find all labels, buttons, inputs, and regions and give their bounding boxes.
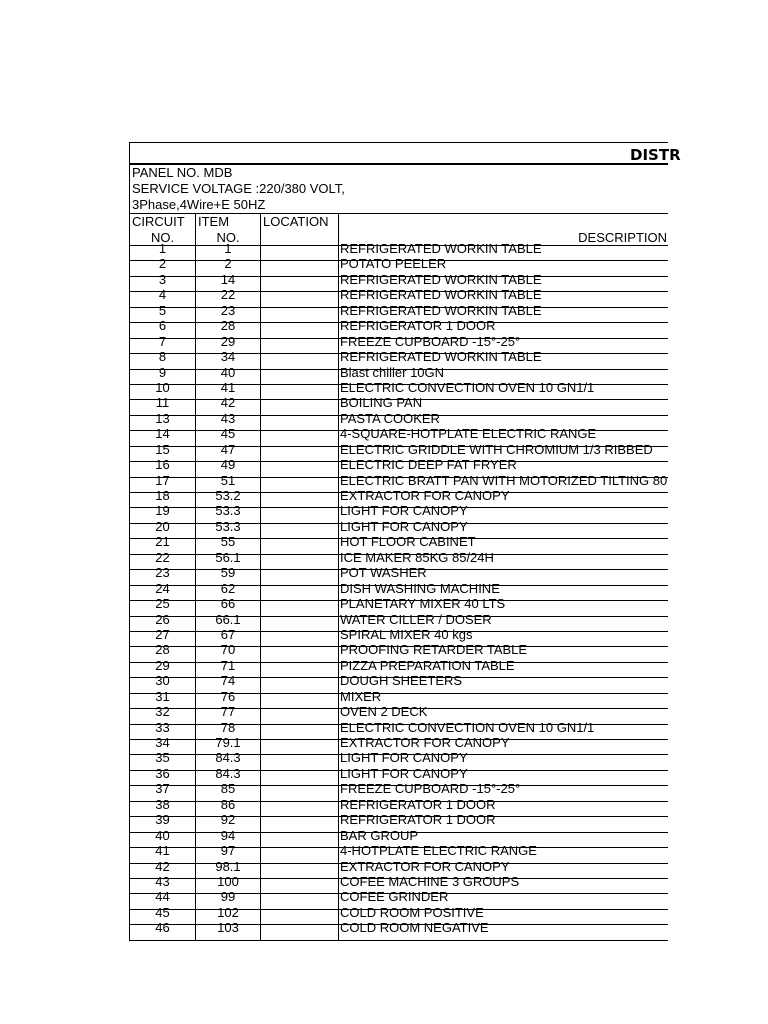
description-header: DESCRIPTION [338,214,668,245]
circuit-no-cell: 7 [129,335,195,353]
description-cell: DISH WASHING MACHINE [338,582,668,600]
description-cell: OVEN 2 DECK [338,705,668,723]
description-cell: REFRIGERATOR 1 DOOR [338,813,668,831]
description-cell: REFRIGERATOR 1 DOOR [338,798,668,816]
item-no-cell: 29 [195,335,260,353]
description-cell: 4-SQUARE-HOTPLATE ELECTRIC RANGE [338,427,668,445]
description-cell: COLD ROOM POSITIVE [338,906,668,924]
item-no-cell: 23 [195,304,260,322]
circuit-no-cell: 27 [129,628,195,646]
circuit-no-cell: 24 [129,582,195,600]
item-no-cell: 67 [195,628,260,646]
circuit-no-cell: 36 [129,767,195,785]
circuit-no-cell: 42 [129,860,195,878]
item-no-cell: 22 [195,288,260,306]
description-cell: EXTRACTOR FOR CANOPY [338,736,668,754]
description-cell: COFEE MACHINE 3 GROUPS [338,875,668,893]
description-cell: PROOFING RETARDER TABLE [338,643,668,661]
circuit-no-cell: 17 [129,474,195,492]
circuit-no-cell: 16 [129,458,195,476]
location-cell [260,921,338,939]
circuit-no-cell: 14 [129,427,195,445]
description-cell: BAR GROUP [338,829,668,847]
description-cell: ICE MAKER 85KG 85/24H [338,551,668,569]
description-cell: PASTA COOKER [338,412,668,430]
circuit-no-cell: 25 [129,597,195,615]
panel-number: PANEL NO. MDB [129,165,668,181]
description-cell: REFRIGERATED WORKIN TABLE [338,242,668,260]
description-cell: REFRIGERATOR 1 DOOR [338,319,668,337]
item-no-cell: 84.3 [195,767,260,785]
circuit-no-cell: 46 [129,921,195,939]
location-header: LOCATION [260,214,338,245]
item-no-cell: 45 [195,427,260,445]
circuit-no-cell: 26 [129,613,195,631]
description-cell: HOT FLOOR CABINET [338,535,668,553]
item-no-cell: 76 [195,690,260,708]
circuit-no-cell: 34 [129,736,195,754]
item-no-cell: 71 [195,659,260,677]
circuit-no-cell: 10 [129,381,195,399]
circuit-no-cell: 40 [129,829,195,847]
circuit-no-header: CIRCUIT NO. [129,214,195,245]
item-no-cell: 47 [195,443,260,461]
item-no-cell: 53.2 [195,489,260,507]
item-no-cell: 43 [195,412,260,430]
circuit-no-cell: 11 [129,396,195,414]
description-cell: REFRIGERATED WORKIN TABLE [338,350,668,368]
description-cell: Blast chiller 10GN [338,366,668,384]
description-cell: REFRIGERATED WORKIN TABLE [338,288,668,306]
description-cell: ELECTRIC DEEP FAT FRYER [338,458,668,476]
description-cell: FREEZE CUPBOARD -15°-25° [338,335,668,353]
circuit-no-cell: 32 [129,705,195,723]
description-cell: MIXER [338,690,668,708]
circuit-no-cell: 9 [129,366,195,384]
description-cell: EXTRACTOR FOR CANOPY [338,489,668,507]
title-row [129,142,681,165]
circuit-no-cell: 19 [129,504,195,522]
item-no-cell: 98.1 [195,860,260,878]
description-cell: LIGHT FOR CANOPY [338,767,668,785]
circuit-no-cell: 21 [129,535,195,553]
item-no-cell: 42 [195,396,260,414]
circuit-no-cell: 28 [129,643,195,661]
circuit-no-cell: 37 [129,782,195,800]
description-cell: EXTRACTOR FOR CANOPY [338,860,668,878]
description-cell: PLANETARY MIXER 40 LTS [338,597,668,615]
circuit-no-cell: 39 [129,813,195,831]
circuit-no-cell: 1 [129,242,195,260]
circuit-no-cell: 20 [129,520,195,538]
description-cell: PIZZA PREPARATION TABLE [338,659,668,677]
description-cell: ELECTRIC GRIDDLE WITH CHROMIUM 1/3 RIBBED [338,443,668,461]
distribution-board-sheet [129,142,681,943]
circuit-no-cell: 6 [129,319,195,337]
circuit-no-cell: 35 [129,751,195,769]
description-cell: FREEZE CUPBOARD -15°-25° [338,782,668,800]
circuit-no-cell: 30 [129,674,195,692]
item-no-cell: 55 [195,535,260,553]
circuit-table-body [129,241,668,941]
item-no-cell: 94 [195,829,260,847]
description-cell: ELECTRIC CONVECTION OVEN 10 GN1/1 [338,721,668,739]
description-cell: LIGHT FOR CANOPY [338,504,668,522]
circuit-no-cell: 22 [129,551,195,569]
item-no-cell: 53.3 [195,504,260,522]
description-cell: COFEE GRINDER [338,890,668,908]
item-no-cell: 49 [195,458,260,476]
description-cell: ELECTRIC BRATT PAN WITH MOTORIZED TILTING 80 [338,474,668,492]
description-cell: BOILING PAN [338,396,668,414]
item-no-cell: 59 [195,566,260,584]
description-cell: REFRIGERATED WORKIN TABLE [338,273,668,291]
circuit-no-cell: 18 [129,489,195,507]
phase-info: 3Phase,4Wire+E 50HZ [129,197,668,213]
item-no-cell: 41 [195,381,260,399]
item-no-cell: 78 [195,721,260,739]
description-cell: ELECTRIC CONVECTION OVEN 10 GN1/1 [338,381,668,399]
circuit-no-cell: 38 [129,798,195,816]
item-no-cell: 84.3 [195,751,260,769]
item-no-cell: 1 [195,242,260,260]
item-no-cell: 86 [195,798,260,816]
item-no-header: ITEM NO. [195,214,260,245]
item-no-cell: 66.1 [195,613,260,631]
item-no-cell: 34 [195,350,260,368]
item-no-cell: 70 [195,643,260,661]
circuit-no-cell: 13 [129,412,195,430]
item-no-cell: 79.1 [195,736,260,754]
circuit-no-cell: 45 [129,906,195,924]
service-voltage: SERVICE VOLTAGE :220/380 VOLT, [129,181,668,197]
description-cell: LIGHT FOR CANOPY [338,751,668,769]
item-no-cell: 56.1 [195,551,260,569]
item-no-cell: 103 [195,921,260,939]
item-no-cell: 74 [195,674,260,692]
circuit-no-cell: 23 [129,566,195,584]
item-no-cell: 2 [195,257,260,275]
item-no-cell: 51 [195,474,260,492]
item-no-cell: 62 [195,582,260,600]
circuit-no-cell: 2 [129,257,195,275]
item-no-cell: 92 [195,813,260,831]
circuit-no-cell: 29 [129,659,195,677]
item-no-cell: 102 [195,906,260,924]
description-cell: DOUGH SHEETERS [338,674,668,692]
table-row [129,920,668,940]
description-cell: WATER CILLER / DOSER [338,613,668,631]
item-no-cell: 99 [195,890,260,908]
circuit-no-cell: 8 [129,350,195,368]
description-cell: POT WASHER [338,566,668,584]
item-no-cell: 97 [195,844,260,862]
item-no-cell: 28 [195,319,260,337]
item-no-cell: 40 [195,366,260,384]
description-cell: LIGHT FOR CANOPY [338,520,668,538]
item-no-cell: 14 [195,273,260,291]
circuit-no-cell: 5 [129,304,195,322]
circuit-no-cell: 43 [129,875,195,893]
description-cell: POTATO PEELER [338,257,668,275]
circuit-no-cell: 4 [129,288,195,306]
circuit-no-cell: 44 [129,890,195,908]
sheet-title: DISTR [630,146,681,164]
description-cell: 4-HOTPLATE ELECTRIC RANGE [338,844,668,862]
item-no-cell: 85 [195,782,260,800]
item-no-cell: 100 [195,875,260,893]
item-no-cell: 66 [195,597,260,615]
description-cell: REFRIGERATED WORKIN TABLE [338,304,668,322]
description-cell: COLD ROOM NEGATIVE [338,921,668,939]
circuit-no-cell: 3 [129,273,195,291]
circuit-no-cell: 31 [129,690,195,708]
circuit-no-cell: 41 [129,844,195,862]
circuit-no-cell: 33 [129,721,195,739]
circuit-no-cell: 15 [129,443,195,461]
description-cell: SPIRAL MIXER 40 kgs [338,628,668,646]
item-no-cell: 77 [195,705,260,723]
item-no-cell: 53.3 [195,520,260,538]
